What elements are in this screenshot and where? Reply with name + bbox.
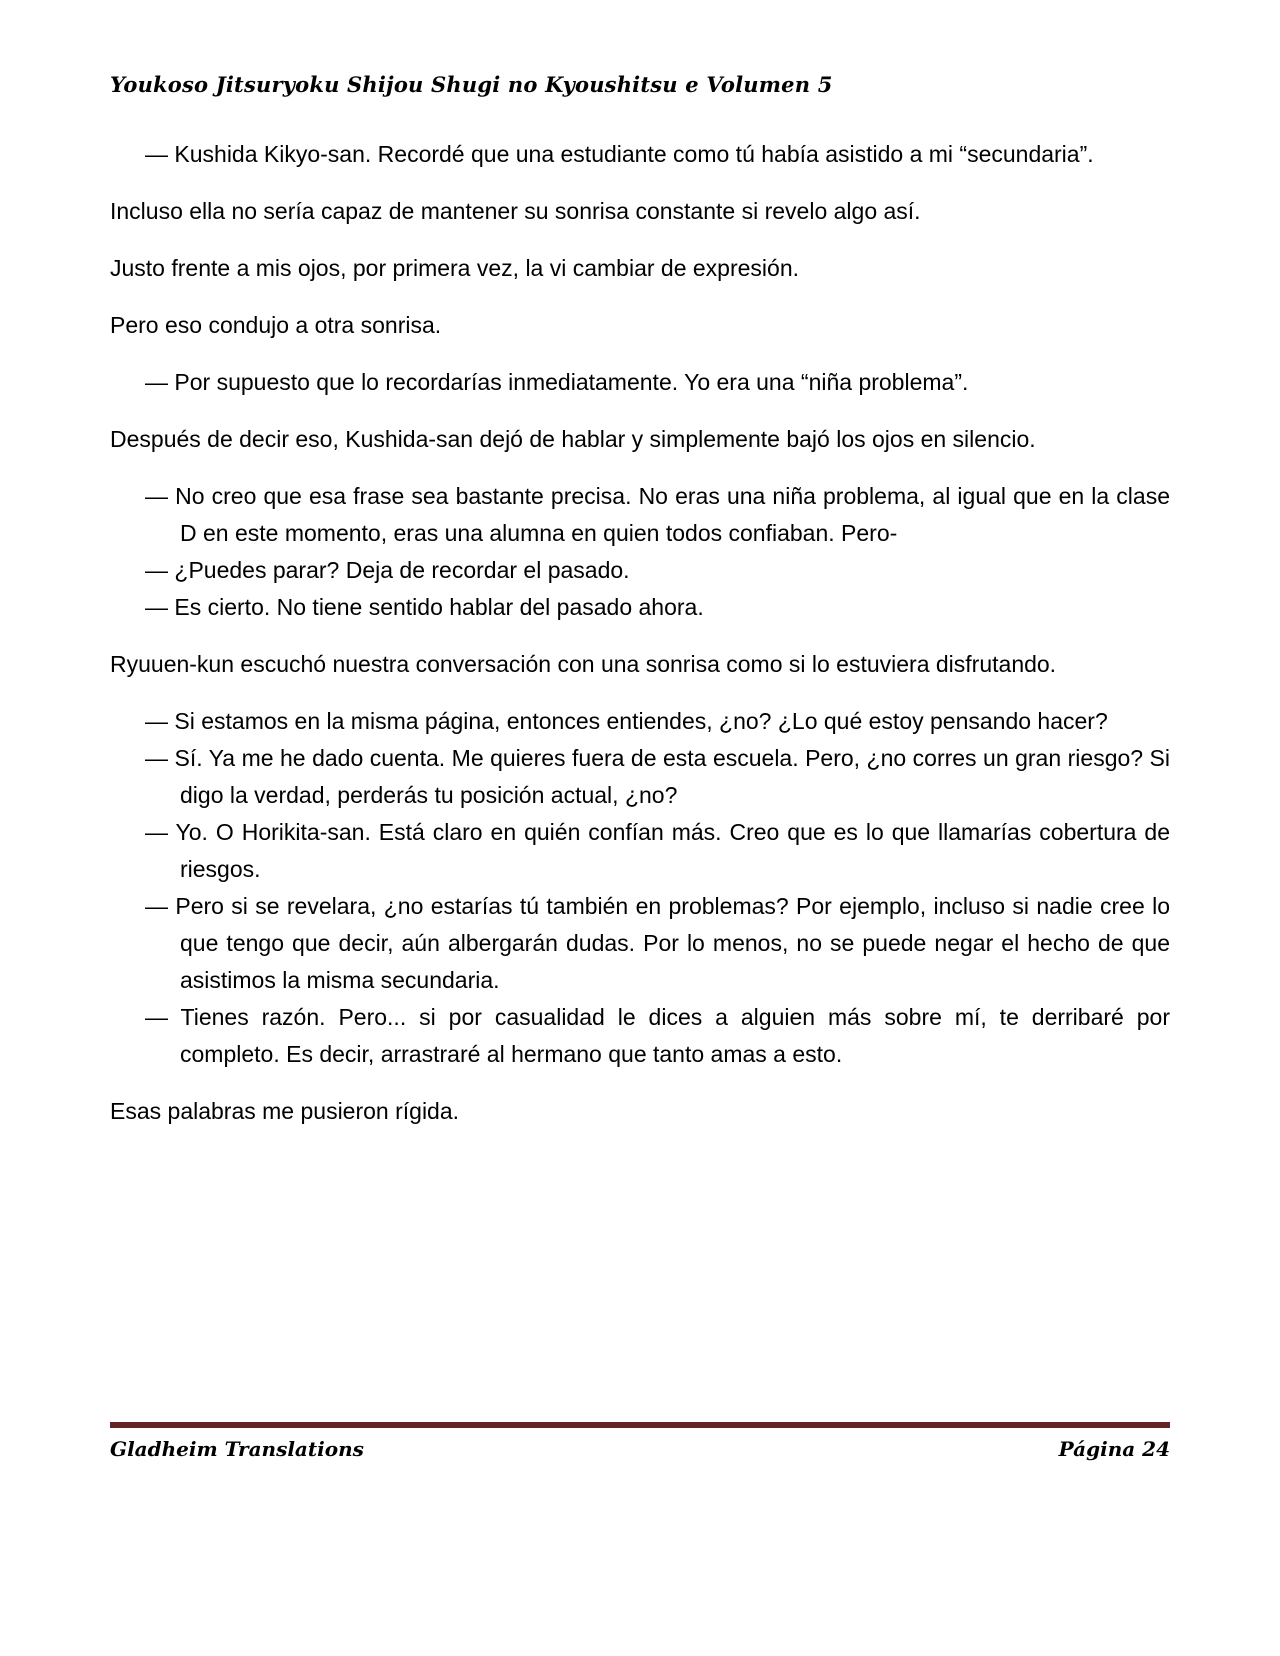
paragraph: Pero eso condujo a otra sonrisa. [110,312,442,338]
footer-translator: Gladheim Translations [110,1437,364,1461]
dialogue-line: — Kushida Kikyo-san. Recordé que una estudiante como tú había asistido a mi “secundaria”. [145,141,1094,167]
footer-row [110,1437,1170,1461]
dialogue-group [110,703,1170,1073]
dialogue-line: — Si estamos en la misma página, entonces entiendes, ¿no? ¿Lo qué estoy pensando hacer? [145,708,1108,734]
header-title: Youkoso Jitsuryoku Shijou Shugi no Kyoushitsu e Volumen 5 [110,72,833,97]
dialogue-line: — Pero si se revelara, ¿no estarías tú también en problemas? Por ejemplo, incluso si nadie cree lo que tengo que decir, aún albergarán dudas. Por lo menos, no se puede negar el hecho de que asistimos la misma secundaria. [145,893,1170,993]
footer-divider [110,1422,1170,1428]
paragraph: Esas palabras me pusieron rígida. [110,1098,460,1124]
dialogue-line: — Yo. O Horikita-san. Está claro en quién confían más. Creo que es lo que llamarías cobertura de riesgos. [145,819,1170,882]
paragraph: Después de decir eso, Kushida-san dejó de hablar y simplemente bajó los ojos en silencio. [110,426,1036,452]
paragraph: Incluso ella no sería capaz de mantener su sonrisa constante si revelo algo así. [110,198,921,224]
paragraph: Ryuuen-kun escuchó nuestra conversación con una sonrisa como si lo estuviera disfrutando. [110,651,1057,677]
dialogue-line: — Es cierto. No tiene sentido hablar del pasado ahora. [145,594,704,620]
dialogue-line: — Tienes razón. Pero... si por casualidad le dices a alguien más sobre mí, te derribaré por completo. Es decir, arrastraré al hermano que tanto amas a esto. [145,1004,1170,1067]
dialogue-line: — Por supuesto que lo recordarías inmediatamente. Yo era una “niña problema”. [145,369,969,395]
dialogue-line: — ¿Puedes parar? Deja de recordar el pasado. [145,557,630,583]
page-body [110,136,1170,1150]
footer-page-number: Página 24 [1058,1437,1170,1461]
page-header [110,72,1170,97]
dialogue-line: — No creo que esa frase sea bastante precisa. No eras una niña problema, al igual que en la clase D en este momento, eras una alumna en quien todos confiaban. Pero- [145,483,1170,546]
dialogue-group [110,478,1170,626]
page-footer [110,1422,1170,1461]
dialogue-line: — Sí. Ya me he dado cuenta. Me quieres fuera de esta escuela. Pero, ¿no corres un gran riesgo? Si digo la verdad, perderás tu posición actual, ¿no? [145,745,1170,808]
paragraph: Justo frente a mis ojos, por primera vez, la vi cambiar de expresión. [110,255,800,281]
